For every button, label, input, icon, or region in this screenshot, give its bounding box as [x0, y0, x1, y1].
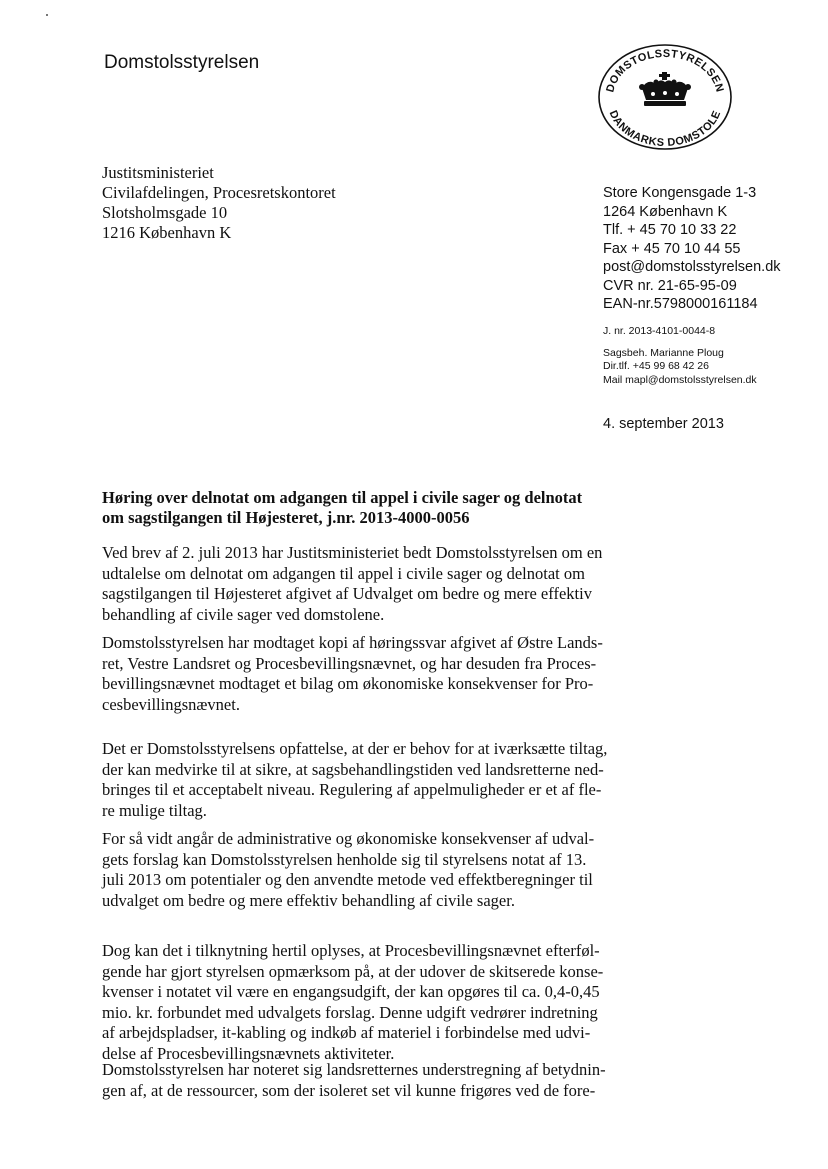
body-paragraph — [102, 739, 622, 821]
text-line: mio. kr. forbundet med udvalgets forslag. Denne udgift vedrører indretning — [102, 1002, 598, 1022]
case-info-block — [603, 325, 757, 387]
text-line: gende har gjort styrelsen opmærksom på, at der udover de skitserede konse- — [102, 961, 604, 981]
crown-seal-icon — [596, 42, 734, 152]
recipient-line: 1216 København K — [102, 223, 232, 242]
contact-email: post@domstolsstyrelsen.dk — [603, 259, 781, 275]
svg-text:DANMARKS DOMSTOLE: DANMARKS DOMSTOLE — [606, 108, 724, 150]
contact-fax: Fax + 45 70 10 44 55 — [603, 240, 741, 257]
recipient-line: Justitsministeriet — [102, 163, 214, 182]
text-line: gen af, at de ressourcer, som der isoleret set vil kunne frigøres ved de fore- — [102, 1080, 596, 1100]
body-paragraph — [102, 829, 622, 911]
subject-line: Høring over delnotat om adgangen til appel i civile sager og delnotat — [102, 488, 583, 507]
body-paragraph — [102, 941, 622, 1064]
text-line: udtalelse om delnotat om adgangen til appel i civile sager og delnotat om — [102, 563, 585, 583]
text-line: behandling af civile sager ved domstolene. — [102, 604, 385, 624]
body-paragraph — [102, 1060, 622, 1101]
recipient-line: Civilafdelingen, Procesretskontoret — [102, 183, 336, 202]
body-paragraph — [102, 543, 622, 625]
svg-text:DOMSTOLSSTYRELSEN: DOMSTOLSSTYRELSEN — [604, 47, 726, 94]
text-line: juli 2013 om potentialer og den anvendte metode ved effektberegninger til — [102, 870, 593, 889]
text-line: der kan medvirke til at sikre, at sagsbehandlingstiden ved landsretterne ned- — [102, 759, 604, 779]
recipient-address — [102, 163, 336, 243]
text-line: ret, Vestre Landsret og Procesbevillingsnævnet, og har desuden fra Proces- — [102, 653, 597, 673]
contact-phone: Tlf. + 45 70 10 33 22 — [603, 222, 737, 238]
text-line: cesbevillingsnævnet. — [102, 694, 240, 714]
text-line: sagstilgangen til Højesteret afgivet af Udvalget om bedre og mere effektiv — [102, 584, 592, 603]
contact-street: Store Kongensgade 1-3 — [603, 185, 757, 201]
text-line: For så vidt angår de administrative og økonomiske konsekvenser af udval- — [102, 829, 595, 848]
case-worker-mail: Mail mapl@domstolsstyrelsen.dk — [603, 373, 757, 386]
text-line: bevillingsnævnet modtaget et bilag om økonomiske konsekvenser for Pro- — [102, 674, 594, 693]
text-line: Domstolsstyrelsen har modtaget kopi af høringssvar afgivet af Østre Lands- — [102, 633, 603, 652]
text-line: Dog kan det i tilknytning hertil oplyses, at Procesbevillingsnævnet efterføl- — [102, 941, 600, 960]
contact-ean: EAN-nr.5798000161184 — [603, 296, 758, 312]
direct-phone: Dir.tlf. +45 99 68 42 26 — [603, 360, 709, 372]
text-line: Det er Domstolsstyrelsens opfattelse, at der er behov for at iværksætte tiltag, — [102, 739, 608, 758]
text-line: kvenser i notatet vil være en engangsudgift, der kan opgøres til ca. 0,4-0,45 — [102, 982, 600, 1001]
sender-contact-block — [603, 184, 781, 314]
journal-number: J. nr. 2013-4101-0044-8 — [603, 325, 716, 337]
subject-line: om sagstilgangen til Højesteret, j.nr. 2013-4000-0056 — [102, 508, 470, 527]
scan-speck — [46, 14, 48, 16]
text-line: udvalget om bedre og mere effektiv behandling af civile sager. — [102, 890, 515, 910]
contact-cvr: CVR nr. 21-65-95-09 — [603, 277, 737, 294]
text-line: gets forslag kan Domstolsstyrelsen henholde sig til styrelsens notat af 13. — [102, 849, 587, 869]
body-paragraph — [102, 633, 622, 715]
text-line: bringes til et acceptabelt niveau. Regulering af appelmuligheder er et af fle- — [102, 780, 602, 799]
case-worker: Sagsbeh. Marianne Ploug — [603, 346, 724, 359]
text-line: Ved brev af 2. juli 2013 har Justitsministeriet bedt Domstolsstyrelsen om en — [102, 543, 603, 562]
court-seal-logo — [596, 42, 734, 152]
letter-date: 4. september 2013 — [603, 416, 724, 432]
text-line: re mulige tiltag. — [102, 800, 207, 820]
subject-heading — [102, 488, 622, 528]
sender-name: Domstolsstyrelsen — [104, 52, 260, 73]
text-line: delse af Procesbevillingsnævnets aktiviteter. — [102, 1043, 395, 1063]
text-line: Domstolsstyrelsen har noteret sig landsretternes understregning af betydnin- — [102, 1060, 606, 1079]
contact-city: 1264 København K — [603, 203, 728, 220]
text-line: af arbejdspladser, it-kabling og indkøb af materiel i forbindelse med udvi- — [102, 1023, 591, 1042]
recipient-line: Slotsholmsgade 10 — [102, 203, 228, 222]
